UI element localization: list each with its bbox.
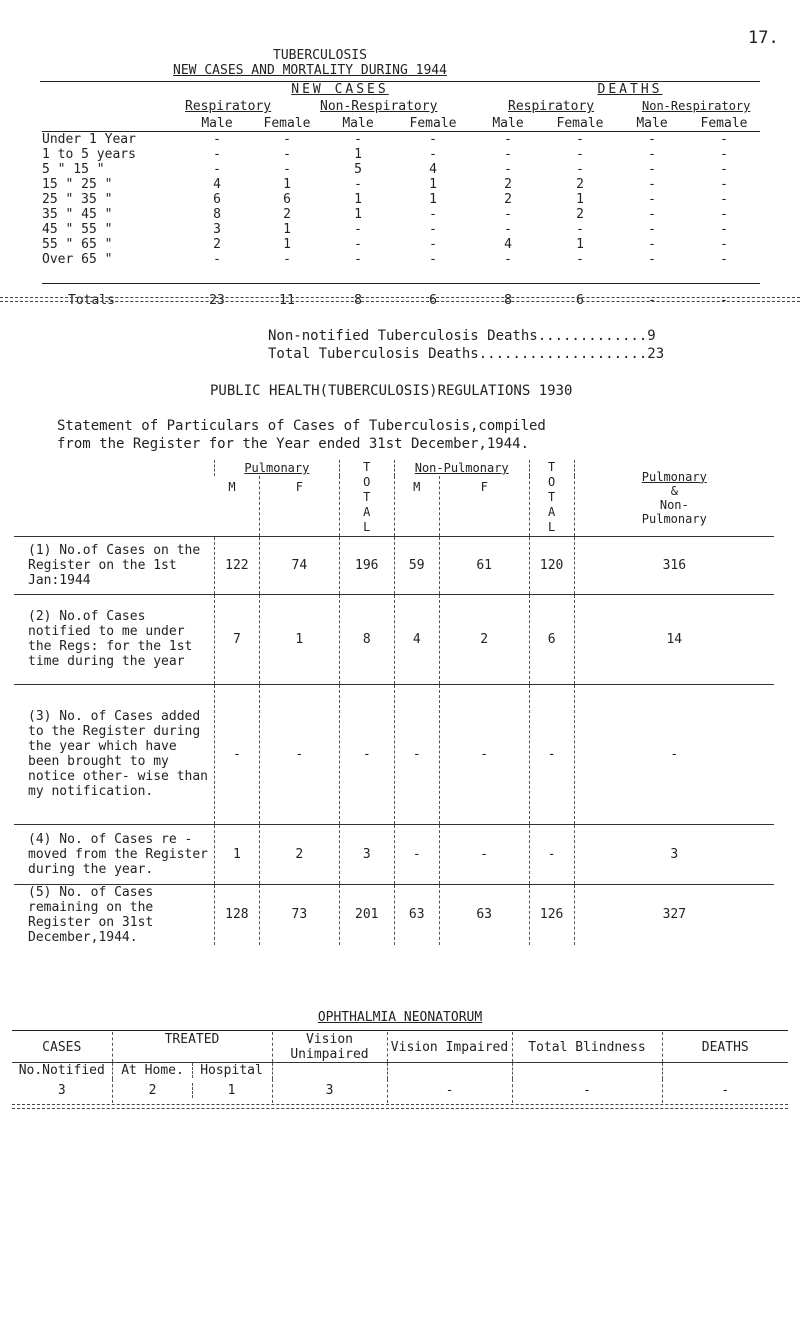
heading-title: TUBERCULOSIS bbox=[273, 48, 367, 63]
total-cell: 8 bbox=[354, 293, 362, 308]
total-cell: - bbox=[720, 293, 728, 308]
cell: 1 bbox=[576, 237, 584, 252]
cell: - bbox=[283, 132, 291, 147]
treated-values: 2 1 bbox=[112, 1079, 272, 1103]
total-tb-deaths: Total Tuberculosis Deaths....................23 bbox=[268, 346, 665, 362]
age-label: 45 " 55 " bbox=[42, 222, 113, 237]
treated-header: TREATED bbox=[112, 1032, 272, 1063]
cell: 128 bbox=[214, 884, 259, 945]
total-cell: 6 bbox=[576, 293, 584, 308]
cell: - bbox=[354, 252, 362, 267]
cell: - bbox=[429, 132, 437, 147]
cell: - bbox=[339, 684, 394, 824]
cell: - bbox=[283, 162, 291, 177]
new-nonresp-header: Non-Respiratory bbox=[320, 99, 438, 114]
cell: 2 bbox=[259, 824, 339, 884]
total-cell: 8 bbox=[504, 293, 512, 308]
cell: - bbox=[504, 147, 512, 162]
table-row bbox=[14, 824, 774, 884]
cell: - bbox=[720, 237, 728, 252]
cell: 3 bbox=[339, 824, 394, 884]
col-header: Female bbox=[409, 116, 457, 131]
row-label: (1) No.of Cases on the Register on the 1st Jan:1944 bbox=[14, 536, 214, 594]
cell: - bbox=[213, 252, 221, 267]
cases-header: CASES bbox=[42, 1039, 82, 1055]
new-cases-header: NEW CASES bbox=[291, 82, 389, 97]
cell: 4 bbox=[213, 177, 221, 192]
cell: 316 bbox=[574, 536, 774, 594]
cell: - bbox=[648, 207, 656, 222]
combined-header: Pulmonary & Non- Pulmonary bbox=[574, 460, 774, 536]
cell: - bbox=[394, 824, 439, 884]
cell: - bbox=[354, 132, 362, 147]
cell: - bbox=[213, 132, 221, 147]
cell: - bbox=[439, 684, 529, 824]
cell: 120 bbox=[529, 536, 574, 594]
cell: 1 bbox=[354, 192, 362, 207]
cell: - bbox=[648, 147, 656, 162]
cell: - bbox=[394, 684, 439, 824]
cell: - bbox=[576, 147, 584, 162]
cell: 2 bbox=[439, 594, 529, 684]
ophth-deaths-value: - bbox=[662, 1079, 788, 1103]
cell: - bbox=[576, 252, 584, 267]
cell: - bbox=[429, 207, 437, 222]
cell: - bbox=[354, 237, 362, 252]
table-row bbox=[42, 252, 760, 267]
cell: 14 bbox=[574, 594, 774, 684]
cell: - bbox=[429, 237, 437, 252]
cell: 1 bbox=[283, 222, 291, 237]
unimpaired-header: Vision Unimpaired bbox=[272, 1032, 387, 1063]
cell: 2 bbox=[576, 207, 584, 222]
table-row bbox=[42, 132, 760, 148]
total-cell: 6 bbox=[429, 293, 437, 308]
table-row bbox=[14, 536, 774, 594]
cell: 61 bbox=[439, 536, 529, 594]
cell: 327 bbox=[574, 884, 774, 945]
cell: - bbox=[648, 237, 656, 252]
cell: 4 bbox=[429, 162, 437, 177]
cell: 7 bbox=[214, 594, 259, 684]
row-label: (5) No. of Cases remaining on the Register on 31st December,1944. bbox=[14, 884, 214, 945]
table-row bbox=[14, 884, 774, 945]
cell: - bbox=[648, 252, 656, 267]
age-label: Over 65 " bbox=[42, 252, 113, 267]
blindness-value: - bbox=[512, 1079, 662, 1103]
row-label: (3) No. of Cases added to the Register during the year which have been brought to my notice other- wise than my notification. bbox=[14, 684, 214, 824]
m-header: M bbox=[394, 476, 439, 536]
non-notified-deaths: Non-notified Tuberculosis Deaths.............9 bbox=[268, 328, 656, 344]
col-header: Male bbox=[636, 116, 668, 131]
age-label: 15 " 25 " bbox=[42, 177, 113, 192]
cell: - bbox=[648, 162, 656, 177]
impaired-header: Vision Impaired bbox=[387, 1032, 512, 1063]
cell: 74 bbox=[259, 536, 339, 594]
cell: 1 bbox=[214, 824, 259, 884]
age-label: 35 " 45 " bbox=[42, 207, 113, 222]
cell: - bbox=[259, 684, 339, 824]
cell: - bbox=[429, 222, 437, 237]
cell: - bbox=[720, 222, 728, 237]
table-row bbox=[42, 162, 760, 177]
blindness-header: Total Blindness bbox=[512, 1032, 662, 1063]
total-header: T O T A L bbox=[339, 460, 394, 536]
cell: 2 bbox=[504, 177, 512, 192]
table-row bbox=[42, 192, 760, 207]
cell: - bbox=[504, 207, 512, 222]
cell: - bbox=[720, 192, 728, 207]
cell: 8 bbox=[213, 207, 221, 222]
total-cell: 11 bbox=[279, 293, 295, 308]
pulmonary-header: Pulmonary bbox=[214, 460, 339, 476]
cell: 6 bbox=[213, 192, 221, 207]
cell: 8 bbox=[339, 594, 394, 684]
cell: - bbox=[576, 162, 584, 177]
regs-statement-2: from the Register for the Year ended 31st December,1944. bbox=[57, 436, 530, 452]
cell: 4 bbox=[504, 237, 512, 252]
table-row bbox=[42, 207, 760, 222]
notified-header: No.Notified bbox=[18, 1063, 105, 1079]
cell: 126 bbox=[529, 884, 574, 945]
cell: - bbox=[574, 684, 774, 824]
totals-label: Totals bbox=[68, 293, 115, 308]
cell: 196 bbox=[339, 536, 394, 594]
non-pulmonary-header: Non-Pulmonary bbox=[394, 460, 529, 476]
cell: - bbox=[720, 252, 728, 267]
cell: - bbox=[529, 824, 574, 884]
col-header: Female bbox=[700, 116, 748, 131]
cell: 1 bbox=[283, 237, 291, 252]
cell: - bbox=[354, 222, 362, 237]
age-label: Under 1 Year bbox=[42, 132, 136, 147]
row-label: (4) No. of Cases re - moved from the Register during the year. bbox=[14, 824, 214, 884]
cell: - bbox=[648, 132, 656, 147]
unimpaired-value: 3 bbox=[272, 1079, 387, 1103]
cell: - bbox=[529, 684, 574, 824]
cell: 1 bbox=[429, 177, 437, 192]
col-header: Female bbox=[263, 116, 311, 131]
cell: - bbox=[504, 222, 512, 237]
cell: - bbox=[576, 222, 584, 237]
col-header: Male bbox=[342, 116, 374, 131]
cell: 1 bbox=[259, 594, 339, 684]
col-header-blank bbox=[42, 116, 182, 132]
row-label: (2) No.of Cases notified to me under the Regs: for the 1st time during the year bbox=[14, 594, 214, 684]
cell: - bbox=[429, 252, 437, 267]
cell: 3 bbox=[213, 222, 221, 237]
cell: - bbox=[214, 684, 259, 824]
cell: 1 bbox=[354, 147, 362, 162]
cell: - bbox=[283, 252, 291, 267]
cell: 122 bbox=[214, 536, 259, 594]
table-row bbox=[42, 147, 760, 162]
header-blank bbox=[14, 460, 214, 536]
cell: 6 bbox=[283, 192, 291, 207]
cell: - bbox=[720, 147, 728, 162]
cell: 3 bbox=[574, 824, 774, 884]
table-row bbox=[42, 237, 760, 252]
cell: - bbox=[504, 252, 512, 267]
table-row bbox=[14, 594, 774, 684]
cell: - bbox=[213, 147, 221, 162]
cell: 73 bbox=[259, 884, 339, 945]
total-cell: 23 bbox=[209, 293, 225, 308]
col-header: Female bbox=[556, 116, 604, 131]
cell: 1 bbox=[354, 207, 362, 222]
cell: 2 bbox=[283, 207, 291, 222]
table-row bbox=[42, 222, 760, 237]
impaired-value: - bbox=[387, 1079, 512, 1103]
cell: - bbox=[576, 132, 584, 147]
ophth-table bbox=[12, 1032, 788, 1103]
table-row bbox=[42, 177, 760, 192]
age-label: 5 " 15 " bbox=[42, 162, 105, 177]
page-number: 17. bbox=[748, 28, 779, 48]
cell: - bbox=[720, 177, 728, 192]
cell: 1 bbox=[429, 192, 437, 207]
age-label: 55 " 65 " bbox=[42, 237, 113, 252]
cell: - bbox=[213, 162, 221, 177]
cell: - bbox=[429, 147, 437, 162]
cell: 2 bbox=[576, 177, 584, 192]
col-header: Male bbox=[201, 116, 233, 131]
ophth-title: OPHTHALMIA NEONATORUM bbox=[317, 1010, 483, 1025]
treated-sub: At Home. Hospital bbox=[112, 1063, 272, 1079]
regs-title: PUBLIC HEALTH(TUBERCULOSIS)REGULATIONS 1930 bbox=[210, 383, 573, 399]
cell: - bbox=[439, 824, 529, 884]
cell: - bbox=[504, 162, 512, 177]
age-label: 1 to 5 years bbox=[42, 147, 136, 162]
deaths-nonresp-header: Non-Respiratory bbox=[642, 99, 751, 113]
new-cases-table bbox=[42, 116, 760, 308]
cell: - bbox=[504, 132, 512, 147]
register-table bbox=[14, 460, 774, 945]
cell: 1 bbox=[283, 177, 291, 192]
cell: - bbox=[720, 132, 728, 147]
cell: 5 bbox=[354, 162, 362, 177]
notified-value: 3 bbox=[57, 1083, 66, 1098]
table-row bbox=[14, 684, 774, 824]
f-header: F bbox=[259, 476, 339, 536]
cell: - bbox=[720, 207, 728, 222]
new-resp-header: Respiratory bbox=[185, 99, 272, 114]
deaths-resp-header: Respiratory bbox=[508, 99, 595, 114]
f-header: F bbox=[439, 476, 529, 536]
cell: - bbox=[283, 147, 291, 162]
age-label: 25 " 35 " bbox=[42, 192, 113, 207]
regs-statement-1: Statement of Particulars of Cases of Tuberculosis,compiled bbox=[57, 418, 546, 434]
cell: - bbox=[648, 222, 656, 237]
col-header: Male bbox=[492, 116, 524, 131]
cell: - bbox=[720, 162, 728, 177]
cell: 59 bbox=[394, 536, 439, 594]
total-cell: - bbox=[648, 293, 656, 308]
cell: 6 bbox=[529, 594, 574, 684]
cell: - bbox=[354, 177, 362, 192]
cell: 2 bbox=[504, 192, 512, 207]
heading-subtitle: NEW CASES AND MORTALITY DURING 1944 bbox=[173, 63, 447, 78]
cell: - bbox=[648, 192, 656, 207]
cell: 2 bbox=[213, 237, 221, 252]
cell: 201 bbox=[339, 884, 394, 945]
m-header: M bbox=[228, 480, 236, 494]
deaths-header: DEATHS bbox=[597, 82, 663, 97]
cell: - bbox=[648, 177, 656, 192]
total-header: T O T A L bbox=[529, 460, 574, 536]
ophth-deaths-header: DEATHS bbox=[662, 1032, 788, 1063]
cell: 63 bbox=[439, 884, 529, 945]
cell: 4 bbox=[394, 594, 439, 684]
cell: 1 bbox=[576, 192, 584, 207]
cell: 63 bbox=[394, 884, 439, 945]
